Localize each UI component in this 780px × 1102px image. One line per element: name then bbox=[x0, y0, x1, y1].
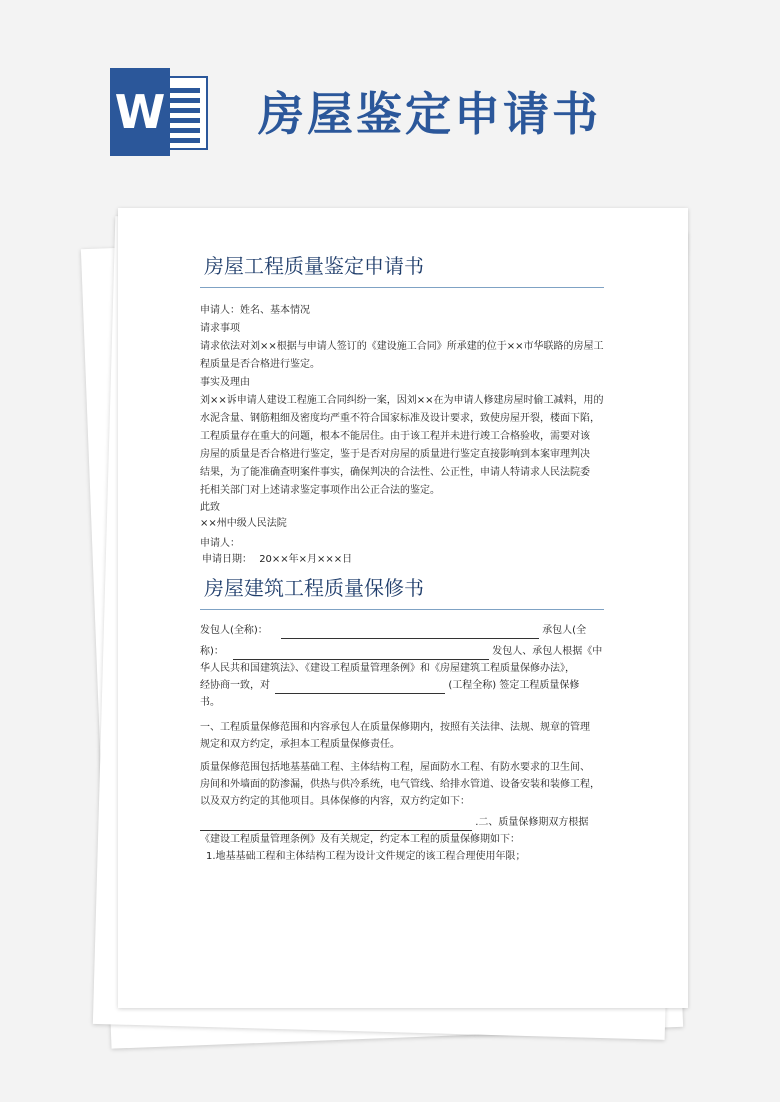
issuer-label: 发包人(全称)： bbox=[200, 625, 268, 636]
facts-text: 刘××诉申请人建设工程施工合同纠纷一案，因刘××在为申请人修建房屋时偷工减料，用的 bbox=[200, 395, 604, 406]
request-text: 请求依法对刘××根据与申请人签订的《建设施工合同》所承建的位于××市华联路的房屋工 bbox=[200, 341, 604, 352]
facts-heading: 事实及理由 bbox=[200, 377, 250, 388]
issuer-blank bbox=[281, 628, 539, 639]
facts-text: 结果，为了能准确查明案件事实，确保判决的合法性、公正性，申请人特请求人民法院委 bbox=[200, 467, 590, 478]
title-divider bbox=[200, 609, 604, 610]
document-title-warranty: 房屋建筑工程质量保修书 bbox=[204, 576, 424, 600]
agreement-text: 经协商一致，对 bbox=[200, 680, 270, 691]
facts-text: 房屋的质量是否合格进行鉴定，鉴于是否对房屋的质量进行鉴定直接影响到本案审理判决 bbox=[200, 449, 590, 460]
facts-text: 水泥含量、钢筋粗细及密度均严重不符合国家标准及设计要求，致使房屋开裂，楼面下陷， bbox=[200, 413, 600, 424]
facts-text: 托相关部门对上述请求鉴定事项作出公正合法的鉴定。 bbox=[200, 485, 440, 496]
facts-text: 工程质量存在重大的问题，根本不能居住。由于该工程并未进行竣工合格验收，需要对该 bbox=[200, 431, 590, 442]
warranty-period-item: 1.地基基础工程和主体结构工程为设计文件规定的该工程合理使用年限； bbox=[206, 851, 526, 862]
court-name: ××州中级人民法院 bbox=[200, 518, 287, 529]
application-date bbox=[200, 552, 610, 568]
warranty-period-heading: .二、质量保修期双方根据 bbox=[475, 817, 589, 828]
law-basis-line: 华人民共和国建筑法》、《建设工程质量管理条例》和《房屋建筑工程质量保修办法》， bbox=[200, 663, 575, 674]
signature-line: 申请人： bbox=[200, 538, 240, 549]
banner-title: 房屋鉴定申请书 bbox=[258, 87, 601, 141]
warranty-section bbox=[200, 572, 610, 865]
warranty-scope-text: 规定和双方约定，承担本工程质量保修责任。 bbox=[200, 739, 400, 750]
basis-text: 发包人、承包人根据《中 bbox=[492, 646, 603, 657]
warranty-items-text: 质量保修范围包括地基基础工程、主体结构工程，屋面防水工程、有防水要求的卫生间、 bbox=[200, 762, 590, 773]
title-divider bbox=[200, 287, 604, 288]
date-value: 20××年×月×××日 bbox=[259, 554, 353, 565]
document-body bbox=[200, 250, 610, 865]
warranty-items-text: 房间和外墙面的防渗漏，供热与供冷系统，电气管线、给排水管道、设备安装和装修工程， bbox=[200, 779, 600, 790]
contractor-line bbox=[200, 643, 610, 660]
contractor-label-cont: 称)： bbox=[200, 646, 224, 657]
applicant-line: 申请人：姓名、基本情况 bbox=[200, 305, 310, 316]
contractor-blank bbox=[233, 649, 489, 660]
project-name-blank bbox=[275, 683, 445, 694]
closing-salutation: 此致 bbox=[200, 502, 220, 513]
contractor-label: 承包人(全 bbox=[542, 625, 587, 636]
agreement-blank bbox=[200, 820, 472, 831]
document-title-appraisal: 房屋工程质量鉴定申请书 bbox=[204, 254, 424, 278]
warranty-items-text: 以及双方约定的其他项目。具体保修的内容，双方约定如下： bbox=[200, 796, 470, 807]
warranty-period-line bbox=[200, 814, 610, 831]
appraisal-content bbox=[200, 302, 610, 568]
date-label: 申请日期： bbox=[202, 554, 252, 565]
book-suffix: 书。 bbox=[200, 697, 220, 708]
project-line bbox=[200, 677, 610, 694]
issuer-line bbox=[200, 622, 610, 639]
request-text: 程质量是否合格进行鉴定。 bbox=[200, 359, 320, 370]
word-icon bbox=[110, 68, 208, 156]
project-name-text: (工程全称) 签定工程质量保修 bbox=[448, 680, 580, 691]
warranty-period-text: 《建设工程质量管理条例》及有关规定，约定本工程的质量保修期如下： bbox=[200, 834, 520, 845]
request-heading: 请求事项 bbox=[200, 323, 240, 334]
word-icon-letter: W bbox=[110, 68, 170, 156]
warranty-scope-text: 一、工程质量保修范围和内容承包人在质量保修期内，按照有关法律、法规、规章的管理 bbox=[200, 722, 590, 733]
